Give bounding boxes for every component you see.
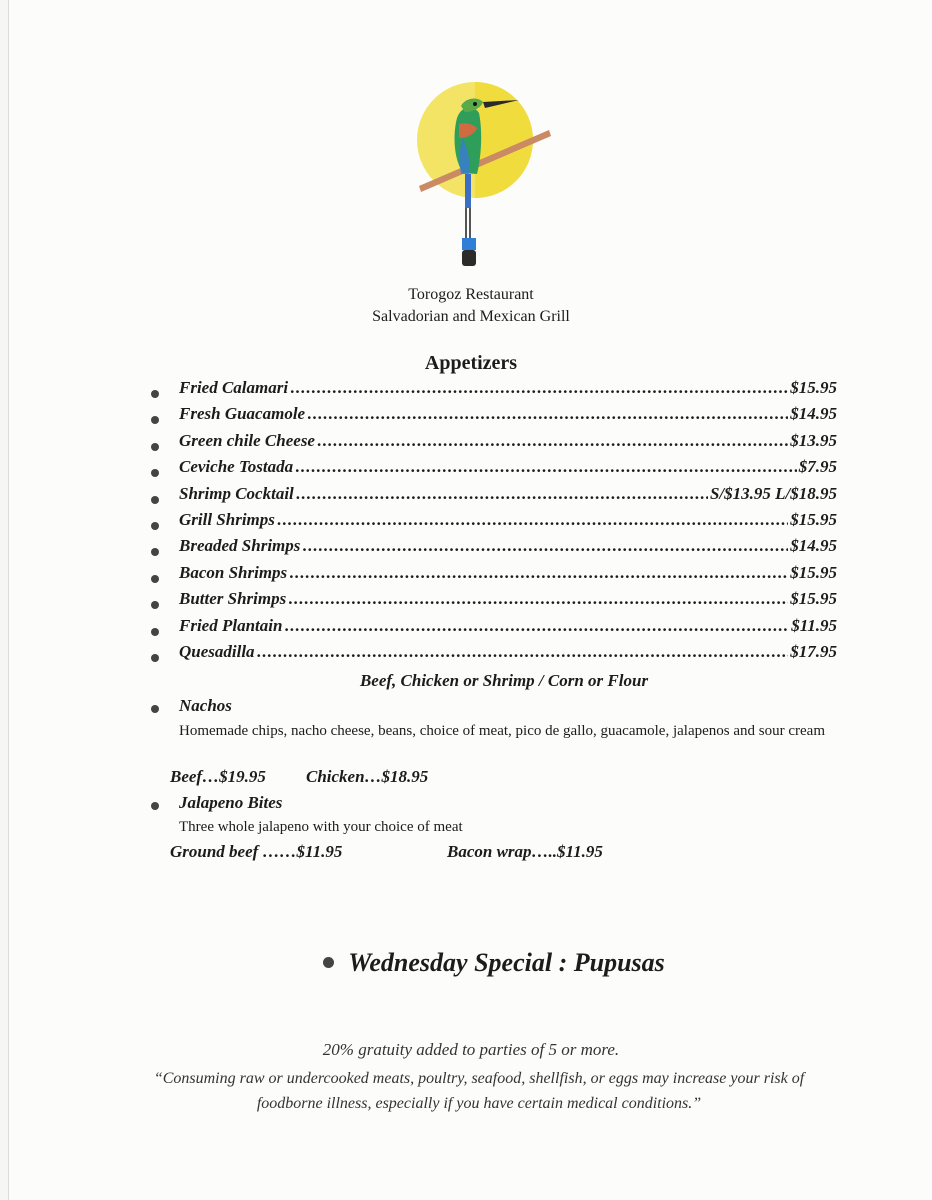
jalapeno-bites-heading xyxy=(147,793,282,813)
torogoz-bird-logo xyxy=(409,78,559,273)
nachos-heading xyxy=(147,696,232,716)
item-name: Bacon Shrimps xyxy=(179,562,288,582)
special-text: Wednesday Special : Pupusas xyxy=(348,948,665,977)
menu-item xyxy=(147,404,837,430)
item-name: Fried Plantain xyxy=(179,615,283,635)
jalapeno-bites-name: Jalapeno Bites xyxy=(179,793,283,812)
nachos-chicken-price: Chicken…$18.95 xyxy=(306,767,429,786)
wednesday-special xyxy=(9,948,932,978)
section-title-appetizers: Appetizers xyxy=(424,352,518,374)
jalapeno-ground-beef-price: Ground beef ……$11.95 xyxy=(170,842,343,861)
menu-page xyxy=(8,0,932,1200)
menu-item xyxy=(147,642,837,668)
quesadilla-options-note: Beef, Chicken or Shrimp / Corn or Flour xyxy=(359,671,649,690)
leader-dots xyxy=(317,431,788,451)
item-name: Ceviche Tostada xyxy=(179,457,294,477)
leader-dots xyxy=(284,616,789,636)
gratuity-note: 20% gratuity added to parties of 5 or more. xyxy=(322,1040,620,1059)
item-price: $15.95 xyxy=(790,378,837,397)
leader-dots xyxy=(277,510,788,530)
restaurant-subtitle: Salvadorian and Mexican Grill xyxy=(372,308,570,325)
leader-dots xyxy=(290,378,788,398)
item-price: $15.95 xyxy=(790,562,837,582)
item-name: Green chile Cheese xyxy=(179,430,315,450)
nachos-beef-price: Beef…$19.95 xyxy=(170,767,266,786)
item-price: $17.95 xyxy=(790,641,837,661)
leader-dots xyxy=(307,404,788,424)
appetizer-list xyxy=(147,378,837,668)
menu-item xyxy=(147,563,837,589)
menu-item xyxy=(147,616,837,642)
item-price: $15.95 xyxy=(790,509,837,529)
item-name: Fried Calamari xyxy=(179,378,289,397)
nachos-description: Homemade chips, nacho cheese, beans, choice of meat, pico de gallo, guacamole, jalapenos and sour cream xyxy=(179,723,825,739)
food-safety-warning: “Consuming raw or undercooked meats, poultry, seafood, shellfish, or eggs may increase your risk of foodborne illness, especially if you have certain medical conditions.” xyxy=(153,1070,805,1112)
menu-item xyxy=(147,378,837,404)
item-price: $14.95 xyxy=(790,404,837,424)
item-price: $14.95 xyxy=(790,536,837,556)
bullet-icon xyxy=(323,957,334,968)
leader-dots xyxy=(295,457,797,477)
menu-item xyxy=(147,589,837,615)
item-name: Shrimp Cocktail xyxy=(179,483,294,503)
leader-dots xyxy=(289,563,788,583)
item-price: $7.95 xyxy=(798,457,837,477)
menu-item xyxy=(147,484,837,510)
item-name: Breaded Shrimps xyxy=(179,536,301,556)
menu-item xyxy=(147,431,837,457)
leader-dots xyxy=(302,536,788,556)
item-name: Grill Shrimps xyxy=(179,509,275,529)
leader-dots xyxy=(288,589,788,609)
nachos-name: Nachos xyxy=(179,696,232,715)
menu-item xyxy=(147,457,837,483)
item-price: S/$13.95 L/$18.95 xyxy=(709,483,837,503)
item-name: Quesadilla xyxy=(179,641,255,661)
jalapeno-bites-description: Three whole jalapeno with your choice of meat xyxy=(179,819,463,835)
item-price: $11.95 xyxy=(791,615,837,635)
item-name: Butter Shrimps xyxy=(179,589,287,609)
item-price: $13.95 xyxy=(790,430,837,450)
jalapeno-bacon-wrap-price: Bacon wrap…..$11.95 xyxy=(447,842,603,861)
item-name: Fresh Guacamole xyxy=(179,404,306,424)
restaurant-name: Torogoz Restaurant xyxy=(408,286,534,303)
leader-dots xyxy=(257,642,789,662)
leader-dots xyxy=(296,484,708,504)
menu-item xyxy=(147,510,837,536)
menu-item xyxy=(147,536,837,562)
item-price: $15.95 xyxy=(790,589,837,609)
